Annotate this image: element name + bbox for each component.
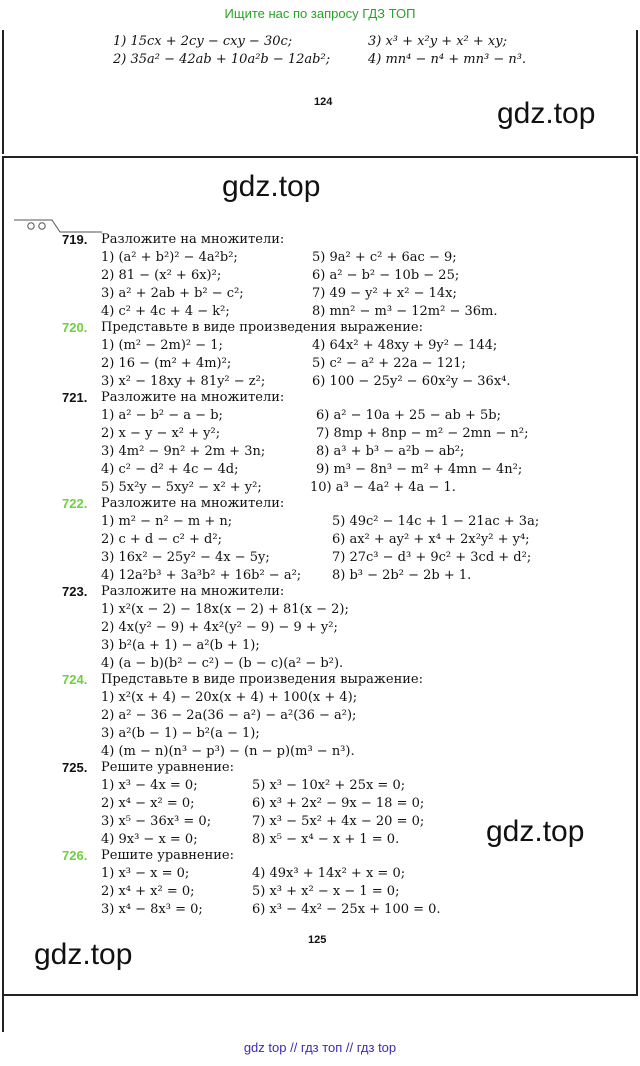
exercise-title-725: Решите уравнение: [101,760,235,775]
top-fragment-right-1: 3) x³ + x²y + x² + xy; [368,34,507,49]
ex720-item-4: 4) 64x² + 48xy + 9y² − 144; [312,338,498,353]
exercise-number-726: 726. [62,848,88,863]
top-banner: Ищите нас по запросу ГДЗ ТОП [224,6,416,21]
page-border-right-top [636,30,638,154]
exercise-number-725: 725. [62,760,88,775]
ex722-item-5: 5) 49c² − 14c + 1 − 21ac + 3a; [332,514,540,529]
ex720-item-1: 1) (m² − 2m)² − 1; [101,338,223,353]
ex719-item-8: 8) mn² − m³ − 12m² − 36m. [312,304,498,319]
ex722-item-7: 7) 27c³ − d³ + 9c² + 3cd + d²; [332,550,532,565]
ex725-item-8: 8) x⁵ − x⁴ − x + 1 = 0. [252,832,400,847]
ex721-item-1: 1) a² − b² − a − b; [101,408,223,423]
ex720-item-6: 6) 100 − 25y² − 60x²y − 36x⁴. [312,374,511,389]
ex725-item-7: 7) x³ − 5x² + 4x − 20 = 0; [252,814,425,829]
ex719-item-3: 3) a² + 2ab + b² − c²; [101,286,244,301]
page-border-left-top [2,30,4,154]
ex721-item-5: 5) 5x²y − 5xy² − x² + y²; [101,480,262,495]
ex724-item-1: 1) x²(x + 4) − 20x(x + 4) + 100(x + 4); [101,690,358,705]
ex725-item-1: 1) x³ − 4x = 0; [101,778,198,793]
ex719-item-2: 2) 81 − (x² + 6x)²; [101,268,222,283]
ex721-item-4: 4) c² − d² + 4c − 4d; [101,462,239,477]
ex719-item-4: 4) c² + 4c + 4 − k²; [101,304,230,319]
watermark-2: gdz.top [222,170,321,203]
ex722-item-2: 2) c + d − c² + d²; [101,532,222,547]
ex726-item-2: 2) x⁴ + x² = 0; [101,884,195,899]
ex725-item-2: 2) x⁴ − x² = 0; [101,796,195,811]
ex721-item-6: 6) a² − 10a + 25 − ab + 5b; [316,408,501,423]
exercise-title-723: Разложите на множители: [101,584,285,599]
exercise-number-719: 719. [62,232,88,247]
top-fragment-left-1: 1) 15cx + 2cy − cxy − 30c; [113,34,293,49]
exercise-number-723: 723. [62,584,88,599]
exercise-title-721: Разложите на множители: [101,390,285,405]
ex724-item-3: 3) a²(b − 1) − b²(a − 1); [101,726,260,741]
page-border-left-bottom [2,996,4,1032]
ex720-item-3: 3) x² − 18xy + 81y² − z²; [101,374,266,389]
top-fragment-left-2: 2) 35a² − 42ab + 10a²b − 12ab²; [113,52,331,67]
ex722-item-1: 1) m² − n² − m + n; [101,514,233,529]
ex726-item-4: 4) 49x³ + 14x² + x = 0; [252,866,406,881]
watermark-1: gdz.top [497,97,596,130]
ex721-item-8: 8) a³ + b³ − a²b − ab²; [316,444,465,459]
ex723-item-4: 4) (a − b)(b² − c²) − (b − c)(a² − b²). [101,656,344,671]
watermark-3: gdz.top [486,815,585,848]
ex726-item-3: 3) x⁴ − 8x³ = 0; [101,902,203,917]
ex725-item-5: 5) x³ − 10x² + 25x = 0; [252,778,406,793]
ex726-item-6: 6) x³ − 4x² − 25x + 100 = 0. [252,902,441,917]
ex721-item-10: 10) a³ − 4a² + 4a − 1. [310,480,456,495]
exercise-number-720: 720. [62,320,88,335]
page-number-top: 124 [314,96,333,108]
ex726-item-1: 1) x³ − x = 0; [101,866,190,881]
ex725-item-6: 6) x³ + 2x² − 9x − 18 = 0; [252,796,425,811]
ex725-item-4: 4) 9x³ − x = 0; [101,832,198,847]
ex724-item-4: 4) (m − n)(n³ − p³) − (n − p)(m³ − n³). [101,744,355,759]
exercise-number-724: 724. [62,672,88,687]
ex723-item-3: 3) b²(a + 1) − a²(b + 1); [101,638,260,653]
ex722-item-3: 3) 16x² − 25y² − 4x − 5y; [101,550,270,565]
page-border-left [2,158,4,994]
page-separator-top [2,156,638,158]
ex719-item-7: 7) 49 − y² + x² − 14x; [312,286,457,301]
ex721-item-3: 3) 4m² − 9n² + 2m + 3n; [101,444,266,459]
exercise-title-722: Разложите на множители: [101,496,285,511]
ex719-item-1: 1) (a² + b²)² − 4a²b²; [101,250,238,265]
ex719-item-5: 5) 9a² + c² + 6ac − 9; [312,250,457,265]
decorative-header-mark [14,218,104,234]
exercise-title-719: Разложите на множители: [101,232,285,247]
page-separator-bottom [2,994,638,996]
ex721-item-7: 7) 8mp + 8np − m² − 2mn − n²; [316,426,529,441]
ex720-item-5: 5) c² − a² + 22a − 121; [312,356,466,371]
ex726-item-5: 5) x³ + x² − x − 1 = 0; [252,884,400,899]
exercise-title-720: Представьте в виде произведения выражение: [101,320,423,335]
ex723-item-1: 1) x²(x − 2) − 18x(x − 2) + 81(x − 2); [101,602,349,617]
ex719-item-6: 6) a² − b² − 10b − 25; [312,268,460,283]
ex721-item-2: 2) x − y − x² + y²; [101,426,221,441]
exercise-title-724: Представьте в виде произведения выражение: [101,672,423,687]
ex725-item-3: 3) x⁵ − 36x³ = 0; [101,814,212,829]
exercise-number-722: 722. [62,496,88,511]
ex722-item-4: 4) 12a²b³ + 3a³b² + 16b² − a²; [101,568,302,583]
ex720-item-2: 2) 16 − (m² + 4m)²; [101,356,232,371]
footer-links[interactable]: gdz top // гдз топ // гдз top [243,1040,397,1055]
exercise-title-726: Решите уравнение: [101,848,235,863]
exercise-number-721: 721. [62,390,88,405]
ex723-item-2: 2) 4x(y² − 9) + 4x²(y² − 9) − 9 + y²; [101,620,338,635]
page-number-bottom: 125 [308,934,327,946]
watermark-4: gdz.top [34,938,133,971]
ex724-item-2: 2) a² − 36 − 2a(36 − a²) − a²(36 − a²); [101,708,357,723]
ex722-item-8: 8) b³ − 2b² − 2b + 1. [332,568,472,583]
page-border-right [636,158,638,994]
ex722-item-6: 6) ax² + ay² + x⁴ + 2x²y² + y⁴; [332,532,530,547]
top-fragment-right-2: 4) mn⁴ − n⁴ + mn³ − n³. [368,52,527,67]
ex721-item-9: 9) m³ − 8n³ − m² + 4mn − 4n²; [316,462,523,477]
